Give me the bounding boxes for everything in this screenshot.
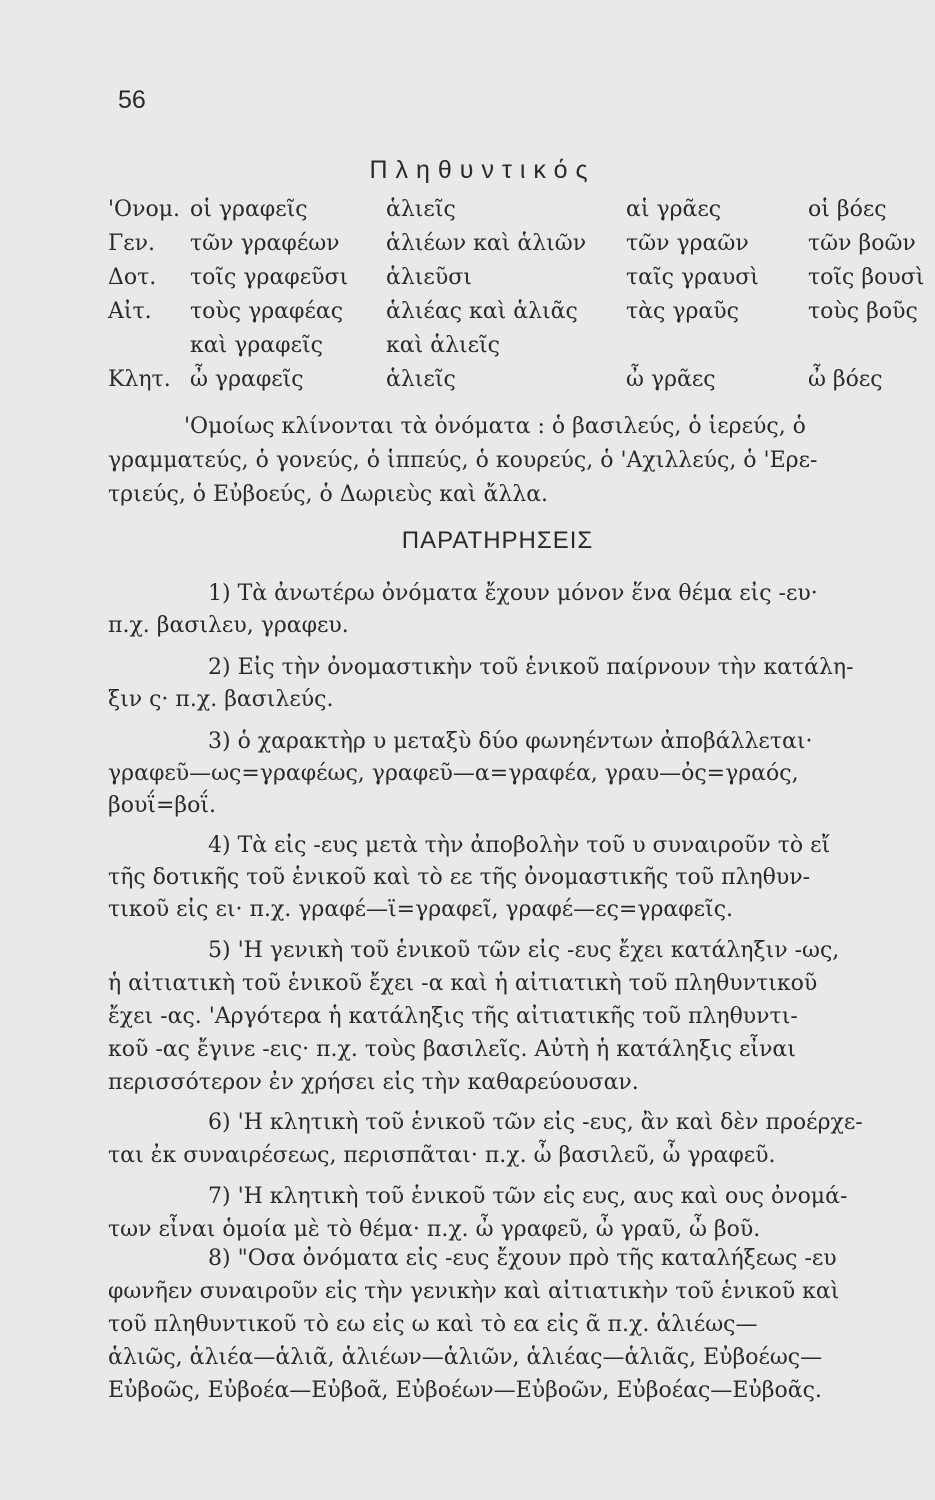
table-cell: αἱ γρᾶες [626,197,722,222]
text-line: ξιν ς· π.χ. βασιλεύς. [108,687,334,712]
table-cell: Δοτ. [108,265,157,290]
table-cell: ἁλιέας καὶ ἁλιᾶς [386,299,578,324]
text-line: γραφεῦ—ως=γραφέως, γραφεῦ—α=γραφέα, γραυ—ὀς=γραός, [108,761,799,786]
table-cell: τὰς γραῦς [626,299,739,324]
notes-heading: ΠΑΡΑΤΗΡΗΣΕΙΣ [401,527,594,554]
table-cell: τοὺς γραφέας [190,299,344,324]
plural-heading: Πληθυντικός [369,156,596,184]
text-line: 7) 'Η κλητικὴ τοῦ ἑνικοῦ τῶν εἰς ευς, αυς καὶ ους ὀνομά- [208,1184,848,1209]
table-cell: ὦ βόες [808,367,883,392]
text-line: βουΐ=βοΐ. [108,793,216,818]
text-line: 6) 'Η κλητικὴ τοῦ ἑνικοῦ τῶν εἰς -ευς, ἂν καὶ δὲν προέρχε- [208,1110,863,1135]
note-4 [108,830,908,926]
table-row [108,299,918,333]
text-line: π.χ. βασιλευ, γραφευ. [108,613,349,638]
similar-nouns-paragraph [108,410,908,512]
text-line: τῆς δοτικῆς τοῦ ἑνικοῦ καὶ τὸ εε τῆς ὀνομαστικῆς τοῦ πληθυν- [108,865,811,890]
table-cell: Γεν. [108,231,156,256]
table-cell: ἁλιέων καὶ ἁλιῶν [386,231,587,256]
table-cell: Κλητ. [108,367,171,392]
text-line: 8) "Οσα ὀνόματα εἰς -ευς ἔχουν πρὸ τῆς καταλήξεως -ευ [208,1246,837,1271]
note-3 [108,726,908,822]
table-cell: ἁλιεῖς [386,367,456,392]
table-cell: οἱ βόες [808,197,887,222]
text-line: κοῦ -ας ἔγινε -εις· π.χ. τοὺς βασιλεῖς. Αὐτὴ ἡ κατάληξις εἶναι [108,1037,796,1062]
text-line: φωνῆεν συναιροῦν εἰς τὴν γενικὴν καὶ αἰτιατικὴν τοῦ ἑνικοῦ καὶ [108,1279,840,1304]
table-cell: ὦ γραφεῖς [190,367,304,392]
text-line: των εἶναι ὁμοία μὲ τὸ θέμα· π.χ. ὦ γραφεῦ, ὦ γραῦ, ὦ βοῦ. [108,1217,761,1242]
table-cell: ὦ γρᾶες [626,367,716,392]
note-6 [108,1106,908,1172]
text-line: τικοῦ εἰς ει· π.χ. γραφέ—ϊ=γραφεῖ, γραφέ—ες=γραφεῖς. [108,897,734,922]
text-line: 2) Εἰς τὴν ὀνομαστικὴν τοῦ ἑνικοῦ παίρνουν τὴν κατάλη- [208,655,854,680]
table-cell: τῶν γραφέων [190,231,340,256]
table-row [108,333,908,367]
table-cell: ἁλιεῦσι [386,265,472,290]
note-5 [108,934,908,1099]
table-cell: 'Ονομ. [108,197,180,222]
text-line: 'Ομοίως κλίνονται τὰ ὀνόματα : ὁ βασιλεύς, ὁ ἱερεύς, ὁ [184,414,806,439]
table-row [108,265,925,299]
table-row [108,197,908,231]
table-cell: Αἰτ. [108,299,152,324]
text-line: ται ἐκ συναιρέσεως, περισπᾶται· π.χ. ὦ βασιλεῦ, ὦ γραφεῦ. [108,1143,776,1168]
note-1 [108,578,908,642]
note-8 [108,1242,908,1407]
table-cell: τῶν γραῶν [626,231,749,256]
table-cell: τῶν βοῶν [808,231,916,256]
note-7 [108,1180,908,1246]
note-2 [108,652,908,716]
text-line: 1) Τὰ ἀνωτέρω ὀνόματα ἔχουν μόνον ἕνα θέμα εἰς -ευ· [208,581,818,606]
table-cell: οἱ γραφεῖς [190,197,308,222]
text-line: 5) 'Η γενικὴ τοῦ ἑνικοῦ τῶν εἰς -ευς ἔχει κατάληξιν -ως, [208,938,840,963]
table-row [108,367,908,401]
text-line: ἡ αἰτιατικὴ τοῦ ἑνικοῦ ἔχει -α καὶ ἡ αἰτιατικὴ τοῦ πληθυντικοῦ [108,971,818,996]
text-line: ἔχει -ας. 'Αργότερα ἡ κατάληξις τῆς αἰτιατικῆς τοῦ πληθυντι- [108,1004,798,1029]
text-line: γραμματεύς, ὁ γονεύς, ὁ ἱππεύς, ὁ κουρεύς, ὁ 'Αχιλλεύς, ὁ 'Ερε- [108,448,818,473]
table-cell: καὶ ἁλιεῖς [386,333,500,358]
text-line: Εὐβοῶς, Εὐβοέα—Εὐβοᾶ, Εὐβοέων—Εὐβοῶν, Εὐβοέας—Εὐβοᾶς. [108,1378,822,1403]
page-number: 56 [118,86,146,114]
text-line: 4) Τὰ εἰς -ευς μετὰ τὴν ἀποβολὴν τοῦ υ συναιροῦν τὸ εἴ [208,833,831,858]
table-row [108,231,916,265]
table-cell: τοὺς βοῦς [808,299,918,324]
table-cell: καὶ γραφεῖς [190,333,323,358]
table-cell: τοῖς γραφεῦσι [190,265,349,290]
table-cell: ταῖς γραυσὶ [626,265,759,290]
text-line: τοῦ πληθυντικοῦ τὸ εω εἰς ω καὶ τὸ εα εἰς ᾶ π.χ. ἁλιέως— [108,1312,758,1337]
table-cell: τοῖς βουσὶ [808,265,925,290]
declension-table [108,197,925,401]
text-line: 3) ὁ χαρακτὴρ υ μεταξὺ δύο φωνηέντων ἀποβάλλεται· [208,729,813,754]
table-cell: ἁλιεῖς [386,197,456,222]
text-line: τριεύς, ὁ Εὐβοεύς, ὁ Δωριεὺς καὶ ἄλλα. [108,482,549,507]
text-line: περισσότερον ἐν χρήσει εἰς τὴν καθαρεύουσαν. [108,1070,639,1095]
text-line: ἁλιῶς, ἁλιέα—ἁλιᾶ, ἁλιέων—ἁλιῶν, ἁλιέας—ἁλιᾶς, Εὐβοέως— [108,1345,823,1370]
